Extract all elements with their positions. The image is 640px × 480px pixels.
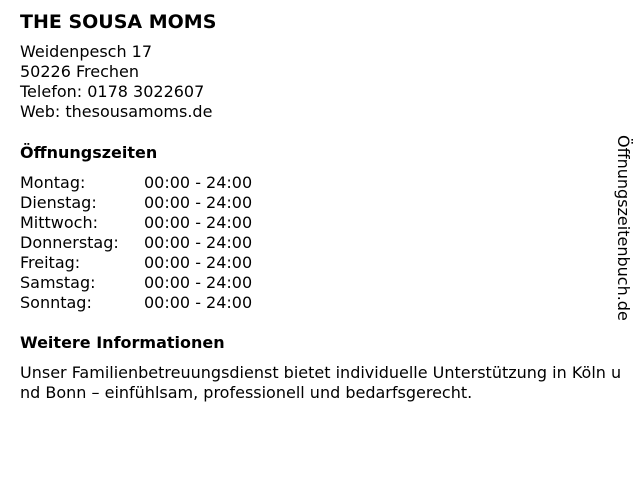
hours-row-sunday (20, 293, 620, 313)
hours-time: 00:00 - 24:00 (144, 173, 253, 192)
hours-day: Samstag: (20, 273, 96, 292)
hours-day: Mittwoch: (20, 213, 98, 232)
hours-time: 00:00 - 24:00 (144, 253, 253, 272)
address-city: 50226 Frechen (20, 62, 140, 81)
hours-day: Donnerstag: (20, 233, 119, 252)
website-link: Web: thesousamoms.de (20, 102, 213, 121)
hours-time: 00:00 - 24:00 (144, 193, 253, 212)
opening-hours-heading: Öffnungszeiten (20, 143, 158, 162)
hours-row-tuesday (20, 193, 620, 213)
hours-row-friday (20, 253, 620, 273)
more-info-text: Unser Familienbetreuungsdienst bietet individuelle Unterstützung in Köln und Bonn – einfühlsam, professionell und bedarfsgerecht. (20, 363, 622, 402)
hours-time: 00:00 - 24:00 (144, 213, 253, 232)
hours-day: Dienstag: (20, 193, 97, 212)
hours-row-monday (20, 173, 620, 193)
hours-day: Montag: (20, 173, 86, 192)
address-street: Weidenpesch 17 (20, 42, 153, 61)
business-card (20, 10, 620, 403)
opening-hours-table (20, 173, 620, 313)
hours-day: Freitag: (20, 253, 81, 272)
hours-row-saturday (20, 273, 620, 293)
phone-number: Telefon: 0178 3022607 (20, 82, 205, 101)
more-info-heading: Weitere Informationen (20, 333, 225, 352)
hours-time: 00:00 - 24:00 (144, 293, 253, 312)
business-name: THE SOUSA MOMS (20, 11, 217, 33)
hours-row-wednesday (20, 213, 620, 233)
hours-row-thursday (20, 233, 620, 253)
side-brand-watermark: Öffnungszeitenbuch.de (614, 135, 633, 321)
hours-day: Sonntag: (20, 293, 92, 312)
hours-time: 00:00 - 24:00 (144, 233, 253, 252)
hours-time: 00:00 - 24:00 (144, 273, 253, 292)
